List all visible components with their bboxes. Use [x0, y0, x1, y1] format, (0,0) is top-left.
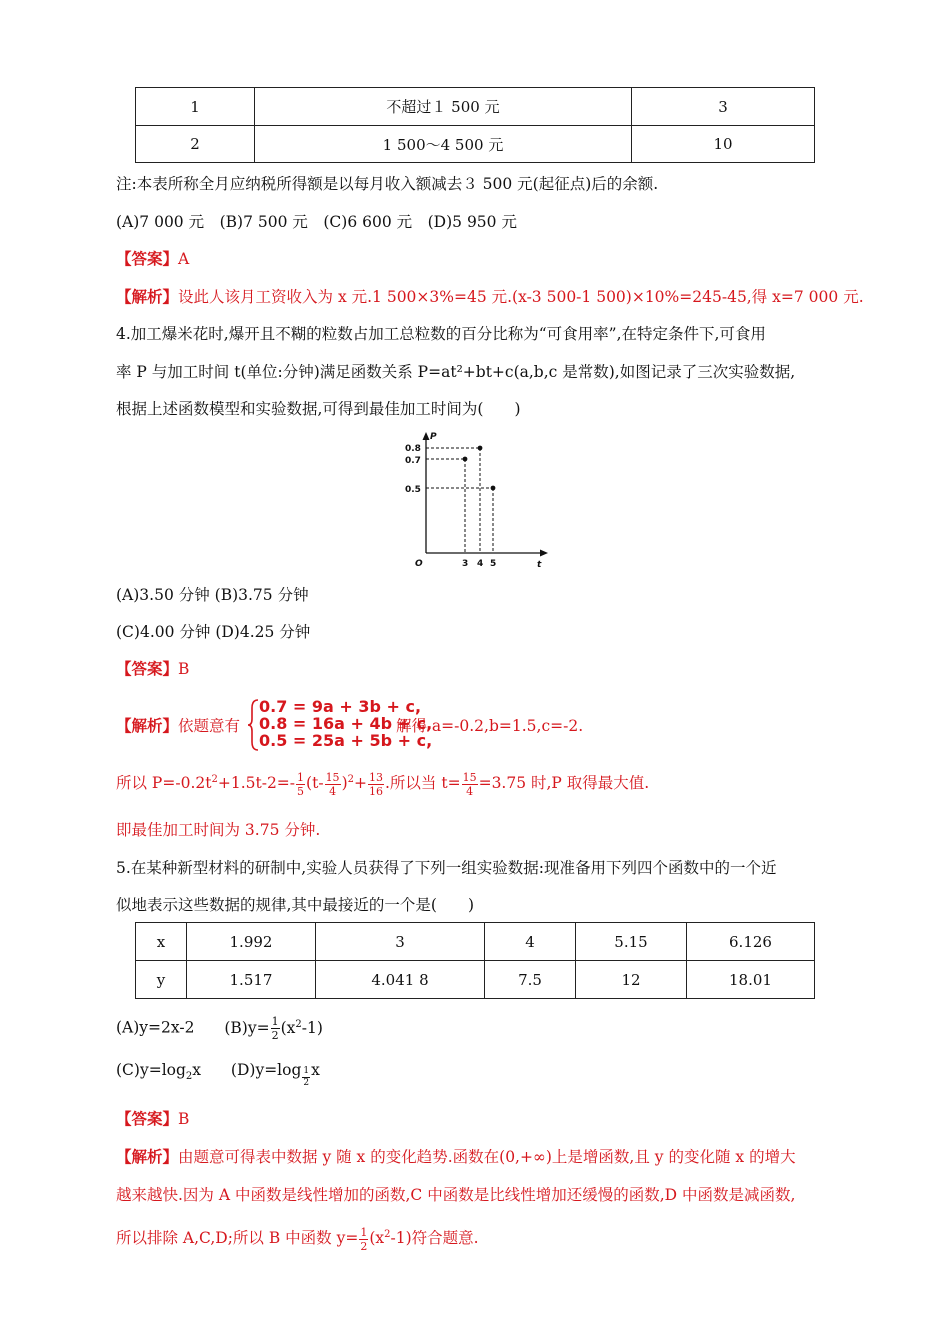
q3-options: (A)7 000 元 (B)7 500 元 (C)6 600 元 (D)5 950 元 — [116, 213, 517, 231]
q5-analysis-line2: 越来越快.因为 A 中函数是线性增加的函数,C 中函数是比线性增加还缓慢的函数,D 中函数是减函数, — [116, 1186, 796, 1204]
y-axis-label: P — [430, 432, 437, 442]
q4-conclusion: 即最佳加工时间为 3.75 分钟. — [116, 821, 321, 839]
q4-answer — [116, 657, 189, 679]
analysis-text: 设此人该月工资收入为 x 元.1 500×3%=45 元.(x-3 500-1 500)×10%=245-45,得 x=7 000 元. — [178, 288, 864, 306]
q4-stem-line1: 4.加工爆米花时,爆开且不糊的粒数占加工总粒数的百分比称为“可食用率”,在特定条件下,可食用 — [116, 325, 766, 343]
y-tick-label: 0.7 — [405, 456, 421, 466]
q5-answer — [116, 1107, 189, 1129]
option-c: $(C)y=\log_2x$ — [116, 1061, 202, 1083]
q4-graph — [400, 428, 560, 574]
q4-analysis-p-line: 所以 $P=-0.2t^2+1.5t-2=-$ $\frac{1}{5}$ (t- $\frac{15}{4}$ )$^2$+ $\frac{13}{16}$ .所以当 t= $\frac{15}{4}$ =3.75 时,P 取得最大值. — [116, 770, 650, 798]
fraction: $\frac{13}{16}$ — [369, 770, 383, 798]
table-cell: 不超过１ 500 元 — [255, 88, 632, 126]
analysis-text: 由题意可得表中数据 y 随 x 的变化趋势.函数在(0,+∞)上是增函数,且 y 的变化随 x 的增大 — [178, 1148, 796, 1166]
answer-value: B — [178, 660, 190, 678]
table-cell: 1.992 — [187, 923, 316, 961]
q4-stem-line3: 根据上述函数模型和实验数据,可得到最佳加工时间为( ) — [116, 400, 521, 418]
fraction: $\frac{1}{2}$ — [360, 1225, 368, 1253]
answer-label: 【答案】 — [116, 1109, 179, 1128]
answer-value: B — [178, 1110, 190, 1128]
q5-analysis-line3: 所以排除 A,C,D;所以 B 中函数 y= $\frac{1}{2}$ $(x^2-1)$符合题意. — [116, 1225, 479, 1253]
q5-options-line1 — [116, 1016, 323, 1041]
q3-analysis — [116, 285, 864, 307]
point-4-08 — [478, 446, 483, 451]
analysis-label: 【解析】 — [116, 1147, 179, 1166]
answer-label: 【答案】 — [116, 659, 179, 678]
table-cell: 7.5 — [485, 961, 576, 999]
table-cell: 1.517 — [187, 961, 316, 999]
q4-stem-line2: 率 P 与加工时间 t(单位:分钟)满足函数关系 P=at²+bt+c(a,b,c 是常数),如图记录了三次实验数据, — [116, 363, 796, 381]
system-equation: 0.7 = 9a + 3b + c, — [259, 697, 422, 716]
analysis-intro: 依题意有 — [178, 717, 241, 735]
table-cell: 3 — [632, 88, 815, 126]
table-note: 注:本表所称全月应纳税所得额是以每月收入额减去３ 500 元(起征点)后的余额. — [116, 175, 659, 193]
fraction: $\frac{1}{2}$ — [271, 1015, 279, 1042]
fraction: $\frac{1}{5}$ — [297, 770, 305, 798]
x-axis-label: t — [537, 560, 542, 570]
q5-stem-line2: 似地表示这些数据的规律,其中最接近的一个是( ) — [116, 896, 475, 914]
y-tick-label: 0.8 — [405, 444, 421, 454]
q5-data-table — [135, 922, 815, 999]
fraction: $\frac{15}{4}$ — [462, 770, 477, 798]
x-axis-arrow — [540, 550, 548, 557]
y-axis-arrow — [423, 432, 430, 440]
q5-analysis-line1 — [116, 1145, 796, 1167]
x-tick-label: 4 — [477, 559, 484, 569]
fraction: $\frac{1}{2}$ — [303, 1066, 310, 1088]
x-tick-label: 3 — [462, 559, 469, 569]
answer-value: A — [178, 250, 190, 268]
option-d: (D)y=log $\frac{1}{2}$ x — [230, 1061, 320, 1088]
table-cell: 18.01 — [687, 961, 815, 999]
q4-analysis-label-line — [116, 714, 240, 736]
table-cell: 4.041 8 — [316, 961, 485, 999]
q3-answer — [116, 247, 189, 269]
point-3-07 — [463, 457, 468, 462]
q4-options-line2: (C)4.00 分钟 (D)4.25 分钟 — [116, 623, 311, 641]
table-cell: x — [136, 923, 187, 961]
table-cell: 12 — [576, 961, 687, 999]
system-equation: 0.5 = 25a + 5b + c, — [259, 731, 433, 750]
table-cell: 4 — [485, 923, 576, 961]
table-cell: 10 — [632, 126, 815, 163]
table-cell: y — [136, 961, 187, 999]
option-a: (A)y=2x-2 — [116, 1018, 195, 1037]
system-brace — [247, 698, 259, 752]
origin-label: O — [415, 559, 423, 569]
table-cell: 5.15 — [576, 923, 687, 961]
option-b: (B)y= $\frac{1}{2}$ $(x^2-1)$ — [224, 1015, 323, 1042]
point-5-05 — [491, 486, 496, 491]
q5-options-line2 — [116, 1061, 320, 1088]
y-tick-label: 0.5 — [405, 485, 421, 495]
table-cell: 1 500～4 500 元 — [255, 126, 632, 163]
q5-stem-line1: 5.在某种新型材料的研制中,实验人员获得了下列一组实验数据:现准备用下列四个函数中的一个近 — [116, 859, 777, 877]
q4-options-line1: (A)3.50 分钟 (B)3.75 分钟 — [116, 586, 309, 604]
table-cell: 6.126 — [687, 923, 815, 961]
fraction: $\frac{15}{4}$ — [325, 770, 340, 798]
x-tick-label: 5 — [490, 559, 497, 569]
analysis-label: 【解析】 — [116, 287, 179, 306]
system-equation: 0.8 = 16a + 4b + c, — [259, 714, 433, 733]
table-cell: 3 — [316, 923, 485, 961]
table-cell: 2 — [136, 126, 255, 163]
tax-table — [135, 87, 815, 163]
table-cell: 1 — [136, 88, 255, 126]
analysis-label: 【解析】 — [116, 716, 179, 735]
answer-label: 【答案】 — [116, 249, 179, 268]
system-solution: 解得 a=-0.2,b=1.5,c=-2. — [396, 717, 584, 735]
